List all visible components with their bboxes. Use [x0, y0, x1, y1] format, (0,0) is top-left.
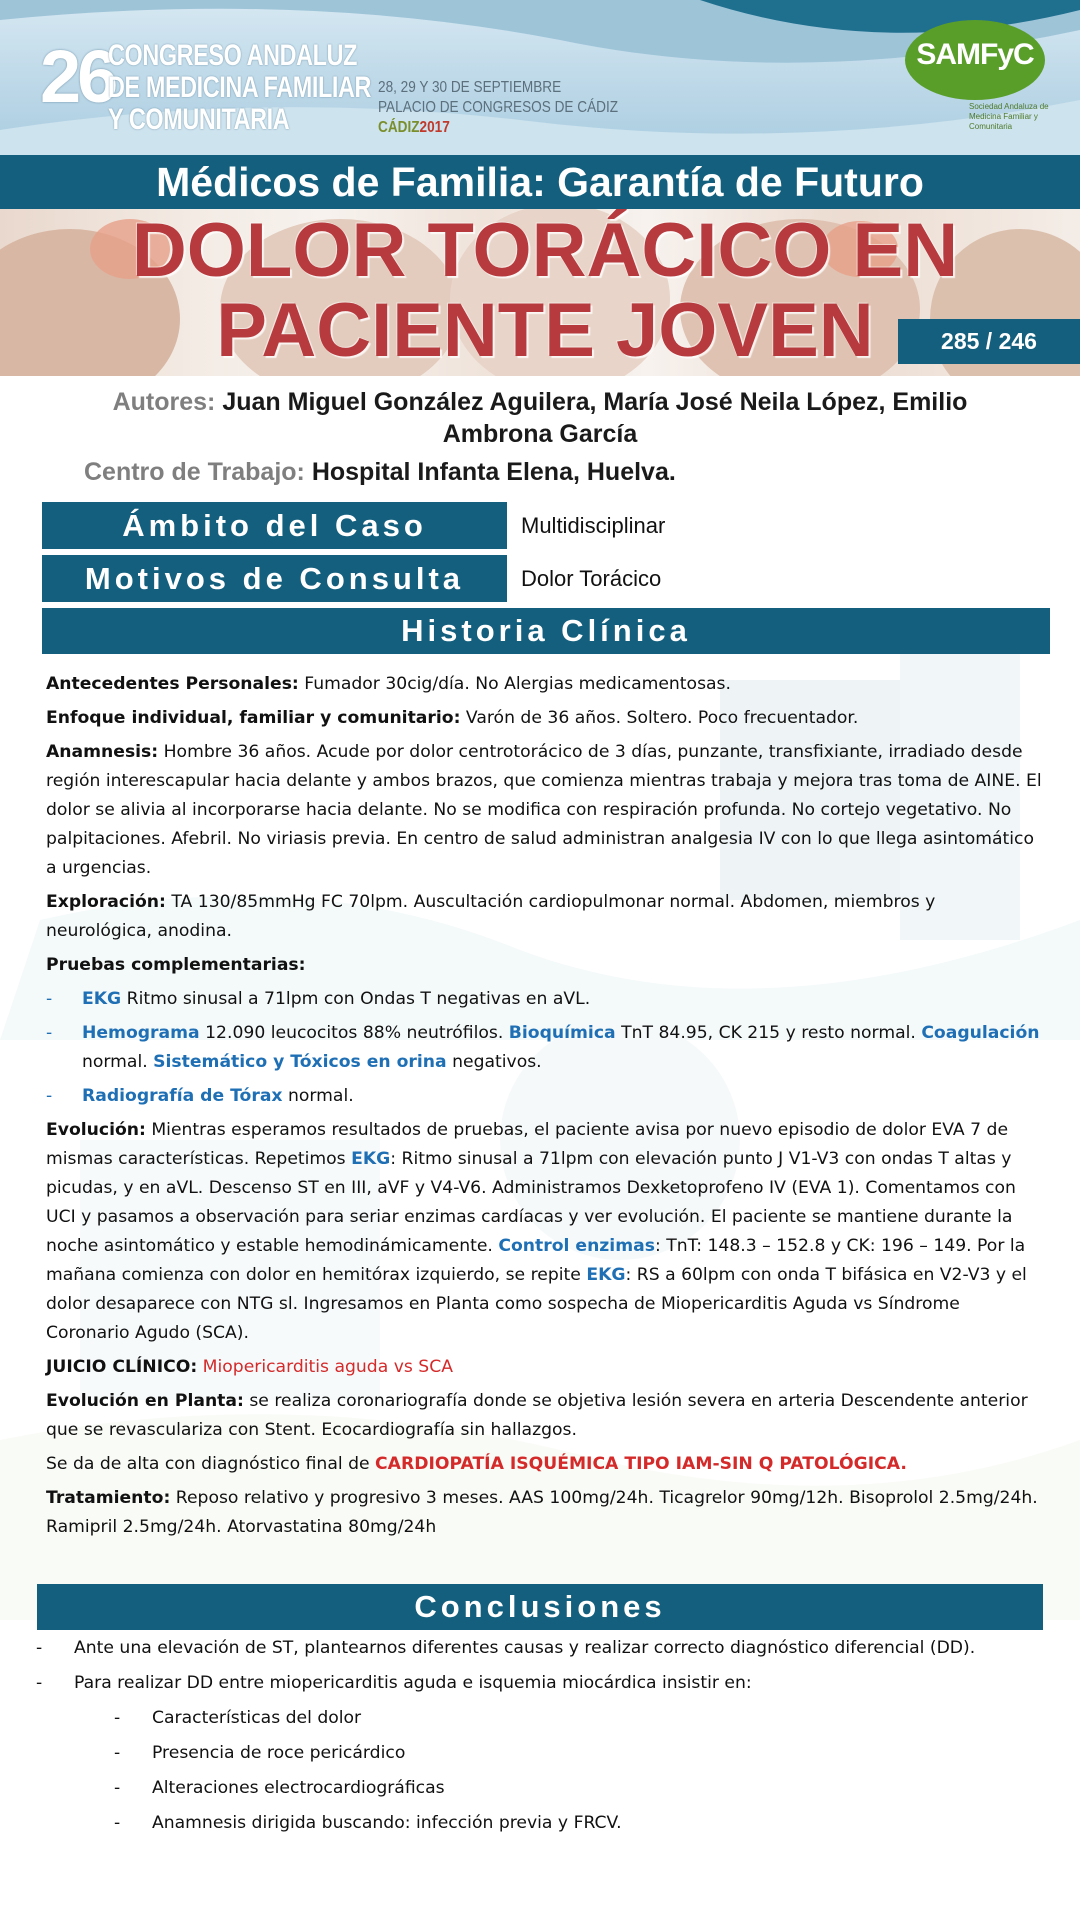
- dash-bullet: -: [46, 1086, 53, 1106]
- case-scope-label: Ámbito del Caso: [42, 502, 507, 549]
- test-name: Control enzimas: [498, 1236, 655, 1256]
- approach-label: Enfoque individual, familiar y comunitario:: [46, 708, 461, 728]
- tagline-band: [0, 155, 1080, 209]
- dash-bullet: -: [114, 1778, 121, 1798]
- conclusion-text: Ante una elevación de ST, plantearnos diferentes causas y realizar correcto diagnóstico diferencial (DD).: [74, 1638, 976, 1658]
- evolution-text: : RS a 60lpm con onda T bifásica en V2-V3 y el dolor desaparece con NTG sl. Ingresamos en Planta como sospecha de Miopericarditis Aguda vs Síndrome Coronario Agudo (SCA).: [46, 1265, 1027, 1343]
- personal-history-label: Antecedentes Personales:: [46, 674, 299, 694]
- consultation-reason-value: Dolor Torácico: [521, 566, 662, 591]
- personal-history-paragraph: [46, 670, 1046, 699]
- evolution-paragraph: [46, 1116, 1046, 1348]
- case-scope-row: [42, 502, 1050, 549]
- case-title-line: DOLOR TORÁCICO EN: [131, 209, 959, 293]
- dash-bullet: -: [114, 1813, 121, 1833]
- clinical-judgement-text: Miopericarditis aguda vs SCA: [197, 1357, 453, 1377]
- clinical-history-heading: Historia Clínica: [42, 608, 1050, 654]
- authors-names: Juan Miguel González Aguilera, María José Neila López, Emilio: [222, 388, 968, 416]
- evolution-text: : Ritmo sinusal a 71lpm con elevación punto J V1-V3 con ondas T altas y picudas, y en aVL. Descenso ST en III, aVF y V4-V6. Administramos Dexketoprofeno IV (EVA 1). Comentamos con UCI y pasamos a observación para seriar enzimas cardíacas y ver evolución. El paciente se mantiene durante la noche asintomático y estable hemodinámicamente.: [46, 1149, 1016, 1256]
- evolution-label: Evolución:: [46, 1120, 146, 1140]
- dash-bullet: -: [36, 1673, 43, 1693]
- samfyc-logo: [905, 20, 1049, 140]
- exploration-text: TA 130/85mmHg FC 70lpm. Auscultación cardiopulmonar normal. Abdomen, miembros y neurológica, anodina.: [46, 892, 936, 941]
- conclusion-subitem: [36, 1739, 1046, 1768]
- test-result-item: [46, 1082, 1046, 1111]
- congress-city: CÁDIZ: [378, 119, 420, 136]
- exploration-paragraph: [46, 888, 1046, 946]
- approach-paragraph: [46, 704, 1046, 733]
- conclusions-heading: Conclusiones: [37, 1584, 1043, 1630]
- conclusion-item: [36, 1634, 1046, 1663]
- clinical-history-body: [46, 670, 1046, 1547]
- dash-bullet: -: [36, 1638, 43, 1658]
- conclusion-subitem: [36, 1704, 1046, 1733]
- anamnesis-text: Hombre 36 años. Acude por dolor centrotorácico de 3 días, punzante, transfixiante, irradiado desde región interescapular hacia delante y ambos brazos, que comienza mientras trabaja y mejora tras toma de AINE. El dolor se alivia al incorporarse hacia delante. No se modifica con respiración profunda. No cortejo vegetativo. No palpitaciones. Afebril. No viriasis previa. En centro de salud administran analgesia IV con lo que llega asintomático a urgencias.: [46, 742, 1042, 878]
- congress-name-line: CONGRESO ANDALUZ: [108, 39, 357, 72]
- test-result-text: 12.090 leucocitos 88% neutrófilos.: [199, 1023, 509, 1043]
- workplace-value: Hospital Infanta Elena, Huelva.: [311, 458, 676, 486]
- test-result-text: normal.: [282, 1086, 354, 1106]
- clinical-judgement-paragraph: [46, 1353, 1046, 1382]
- conclusion-subitem-text: Anamnesis dirigida buscando: infección previa y FRCV.: [152, 1813, 622, 1833]
- dash-bullet: -: [114, 1743, 121, 1763]
- ward-evolution-label: Evolución en Planta:: [46, 1391, 244, 1411]
- treatment-label: Tratamiento:: [46, 1488, 171, 1508]
- test-name: EKG: [82, 989, 122, 1009]
- exploration-label: Exploración:: [46, 892, 166, 912]
- conclusion-subitem-text: Alteraciones electrocardiográficas: [152, 1778, 445, 1798]
- congress-edition-number: 26: [40, 35, 115, 118]
- conclusion-subitem-text: Presencia de roce pericárdico: [152, 1743, 406, 1763]
- test-name: Hemograma: [82, 1023, 200, 1043]
- complementary-tests-list: [46, 985, 1046, 1111]
- congress-name-line: DE MEDICINA FAMILIAR: [108, 71, 372, 104]
- conclusion-item: [36, 1669, 1046, 1698]
- authors-block: [0, 386, 1080, 450]
- personal-history-text: Fumador 30cig/día. No Alergias medicamentosas.: [298, 674, 731, 694]
- discharge-text: Se da de alta con diagnóstico final de: [46, 1454, 376, 1474]
- hero-banner: [0, 209, 1080, 376]
- dash-bullet: -: [114, 1708, 121, 1728]
- test-result-text: normal.: [82, 1052, 154, 1072]
- dash-bullet: -: [46, 1023, 53, 1043]
- case-id-badge: 285 / 246: [898, 319, 1080, 364]
- logo-text: SAMFyC: [916, 38, 1034, 71]
- consultation-reason-row: [42, 555, 1050, 602]
- ward-evolution-paragraph: [46, 1387, 1046, 1445]
- congress-dates-venue: [378, 78, 618, 138]
- test-name: EKG: [586, 1265, 626, 1285]
- authors-label: Autores:: [112, 388, 216, 416]
- case-scope-value: Multidisciplinar: [521, 513, 666, 538]
- conclusions-body: [36, 1634, 1046, 1844]
- congress-venue: PALACIO DE CONGRESOS DE CÁDIZ: [378, 99, 619, 116]
- treatment-paragraph: [46, 1484, 1046, 1542]
- test-name: Radiografía de Tórax: [82, 1086, 283, 1106]
- test-name: EKG: [351, 1149, 391, 1169]
- test-result-text: Ritmo sinusal a 71lpm con Ondas T negativas en aVL.: [121, 989, 591, 1009]
- treatment-text: Reposo relativo y progresivo 3 meses. AAS 100mg/24h. Ticagrelor 90mg/12h. Bisoprolol 2.5mg/24h. Ramipril 2.5mg/24h. Atorvastatina 80mg/24h: [46, 1488, 1038, 1537]
- test-result-item: [46, 1019, 1046, 1077]
- conclusion-text: Para realizar DD entre miopericarditis aguda e isquemia miocárdica insistir en:: [74, 1673, 752, 1693]
- anamnesis-label: Anamnesis:: [46, 742, 159, 762]
- test-name: Bioquímica: [508, 1023, 616, 1043]
- congress-year: 2017: [419, 119, 450, 136]
- consultation-reason-label: Motivos de Consulta: [42, 555, 507, 602]
- authors-line: [0, 386, 1080, 418]
- test-result-item: [46, 985, 1046, 1014]
- conclusion-subitem-text: Características del dolor: [152, 1708, 362, 1728]
- conclusion-subitem: [36, 1774, 1046, 1803]
- anamnesis-paragraph: [46, 738, 1046, 883]
- congress-city-year: [378, 118, 618, 138]
- authors-line: Ambrona García: [442, 420, 638, 448]
- conclusion-subitem: [36, 1809, 1046, 1838]
- workplace-label: Centro de Trabajo:: [84, 458, 305, 486]
- test-name: Sistemático y Tóxicos en orina: [153, 1052, 447, 1072]
- complementary-tests-label: Pruebas complementarias:: [46, 955, 306, 975]
- test-result-text: negativos.: [446, 1052, 542, 1072]
- congress-name: [108, 39, 372, 136]
- approach-text: Varón de 36 años. Soltero. Poco frecuentador.: [460, 708, 859, 728]
- discharge-paragraph: [46, 1450, 1046, 1479]
- ward-evolution-text: se realiza coronariografía donde se objetiva lesión severa en arteria Descendente anterior que se revasculariza con Stent. Ecocardiografía sin hallazgos.: [46, 1391, 1028, 1440]
- clinical-judgement-label: JUICIO CLÍNICO:: [46, 1357, 198, 1377]
- final-diagnosis: CARDIOPATÍA ISQUÉMICA TIPO IAM-SIN Q PATOLÓGICA.: [375, 1454, 907, 1474]
- congress-header: [0, 0, 1080, 155]
- logo-subtext: Sociedad Andaluza de Medicina Familiar y Comunitaria: [969, 102, 1049, 131]
- dash-bullet: -: [46, 989, 53, 1009]
- case-title-line: PACIENTE JOVEN: [216, 288, 874, 373]
- test-result-text: TnT 84.95, CK 215 y resto normal.: [615, 1023, 922, 1043]
- congress-dates: 28, 29 Y 30 DE SEPTIEMBRE: [378, 79, 562, 96]
- tagline: Médicos de Familia: Garantía de Futuro: [156, 159, 924, 205]
- case-title: [60, 211, 1030, 371]
- congress-name-line: Y COMUNITARIA: [108, 103, 290, 136]
- evolution-text: Mientras esperamos resultados de pruebas, el paciente avisa por nuevo episodio de dolor EVA 7 de mismas características. Repetimos: [46, 1120, 1009, 1169]
- workplace-line: [84, 456, 984, 488]
- evolution-text: : TnT: 148.3 – 152.8 y CK: 196 – 149. Por la mañana comienza con dolor en hemitórax izquierdo, se repite: [46, 1236, 1026, 1285]
- test-name: Coagulación: [921, 1023, 1040, 1043]
